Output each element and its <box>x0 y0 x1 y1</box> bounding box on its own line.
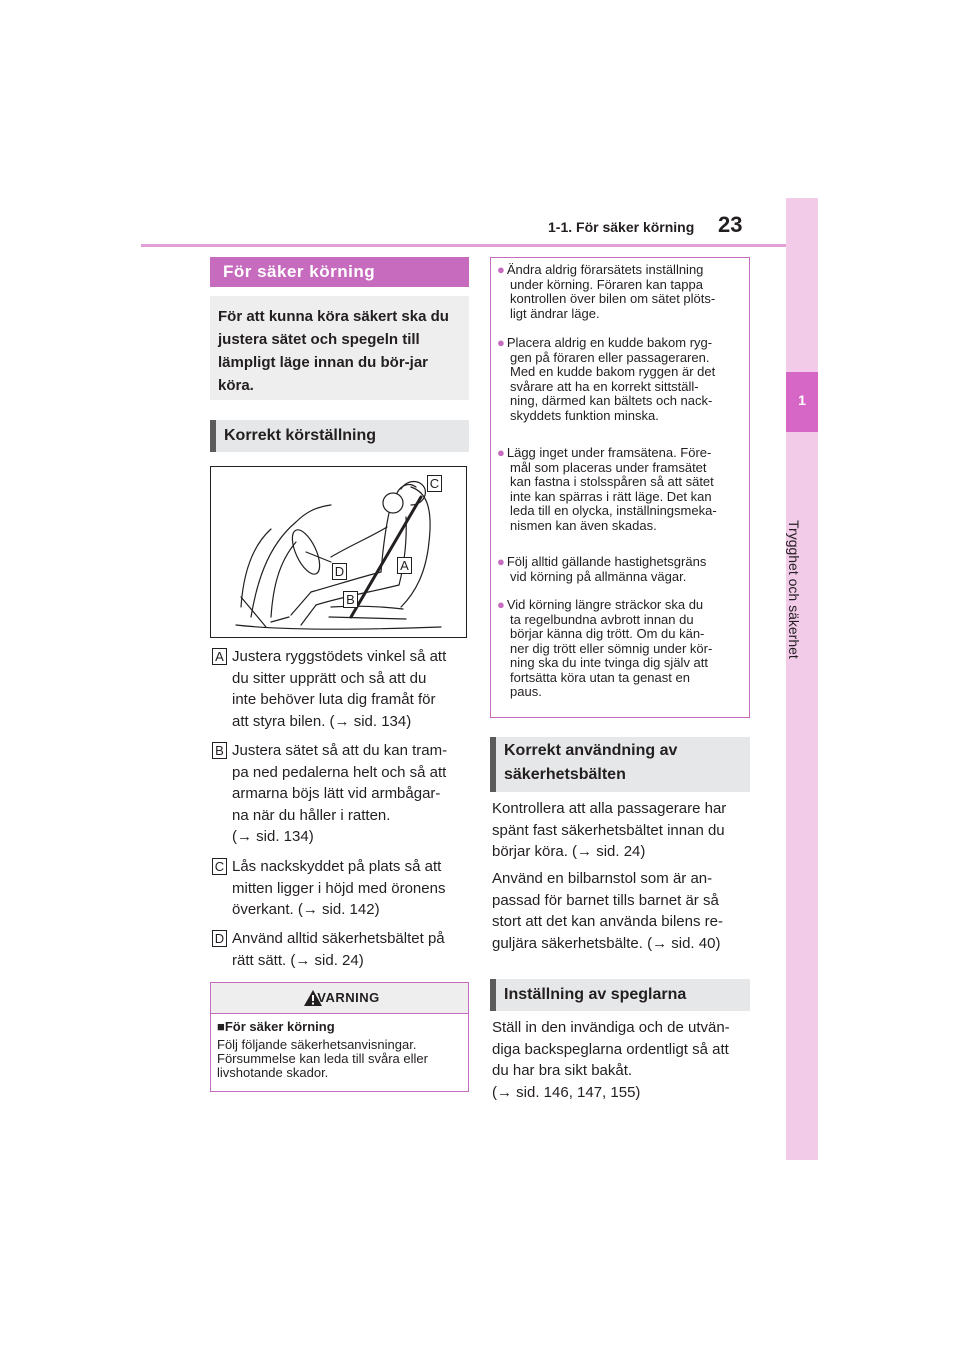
chapter-banner <box>210 257 469 287</box>
warning-header <box>211 983 468 1014</box>
section-heading-text: Inställning av speglarna <box>504 986 687 1003</box>
warning-subtitle: ■För säker körning <box>217 1019 335 1034</box>
warning-body: Följ följande säkerhetsanvisningar. Försummelse kan leda till svåra eller livshotande skador. <box>217 1037 428 1080</box>
item-label-a: A <box>212 648 227 665</box>
mirrors-paragraph: Ställ in den invändiga och de utvän- diga backspeglarna ordentligt så att du har bra sikt bakåt. (→ sid. 146, 147, 155) <box>492 1019 730 1101</box>
section-heading-mirrors <box>490 979 750 1011</box>
section-heading-seatbelts <box>490 737 750 792</box>
warning-title: VARNING <box>317 990 380 1005</box>
page-number: 23 <box>718 212 743 237</box>
bullet-item: ● Vid körning längre sträckor ska du ta regelbundna avbrott innan du börjar känna dig trött. Om du kän- ner dig trött eller sömnig under kör- ning ska du inte tvinga dig själv att fortsätta köra utan ta genast en paus. <box>497 597 713 699</box>
header-rule <box>141 244 786 247</box>
seatbelt-paragraph-2: Använd en bilbarnstol som är an- passad för barnet tills barnet är så stort att det kan använda bilens re- guljära säkerhetsbälte. (→ sid. 40) <box>492 870 723 952</box>
section-heading-seating <box>210 420 469 452</box>
section-heading-text: Korrekt användning av säkerhetsbälten <box>504 742 678 783</box>
bullet-dot-icon: ● <box>497 597 505 612</box>
figure-label-b: B <box>343 591 358 608</box>
bullet-dot-icon: ● <box>497 262 505 277</box>
driver-illustration <box>211 467 466 637</box>
caution-bullet-box <box>490 257 750 718</box>
item-b-text: Justera sätet så att du kan tram- pa ned pedalerna helt och så att armarna böjs lätt vid armbågar- na när du håller i ratten. (→ sid. 134) <box>232 742 448 845</box>
seatbelt-paragraph-1: Kontrollera att alla passagerare har spänt fast säkerhetsbältet innan du börjar köra. (→ sid. 24) <box>492 800 727 860</box>
bullet-dot-icon: ● <box>497 335 505 350</box>
item-d-text: Använd alltid säkerhetsbältet på rätt sätt. (→ sid. 24) <box>232 930 445 969</box>
item-c-text: Lås nackskyddet på plats så att mitten ligger i höjd med öronens överkant. (→ sid. 142) <box>232 858 446 918</box>
side-tab-number: 1 <box>798 392 806 408</box>
item-a-text: Justera ryggstödets vinkel så att du sitter upprätt och så att du inte behöver luta dig framåt för att styra bilen. (→ sid. 134) <box>232 648 447 730</box>
section-title: 1-1. För säker körning <box>548 219 695 235</box>
intro-text: För att kunna köra säkert ska du justera sätet och spegeln till lämpligt läge innan du bör-jar köra. <box>218 308 449 394</box>
intro-box <box>210 296 469 400</box>
figure-label-d: D <box>332 563 347 580</box>
item-label-d: D <box>212 930 227 947</box>
bullet-item: ● Lägg inget under framsätena. Före- mål som placeras under framsätet kan fastna i stolsspåren så att sätet inte kan spärras i rätt läge. Det kan leda till en olycka, inställningsmeka- nismen kan även skadas. <box>497 445 717 533</box>
item-label-b: B <box>212 742 227 759</box>
seating-position-figure <box>210 466 467 638</box>
side-tab-text: Trygghet och säkerhet <box>786 520 802 659</box>
bullet-item: ● Följ alltid gällande hastighetsgräns vid körning på allmänna vägar. <box>497 554 707 584</box>
item-label-c: C <box>212 858 227 875</box>
chapter-banner-text: För säker körning <box>223 262 376 281</box>
figure-label-a: A <box>397 557 412 574</box>
bullet-dot-icon: ● <box>497 554 505 569</box>
side-tab-strip <box>786 198 818 1160</box>
figure-label-c: C <box>427 475 442 492</box>
bullet-item: ● Placera aldrig en kudde bakom ryg- gen på föraren eller passageraren. Med en kudde bakom ryggen är det svårare att ha en korrekt sittställ- ning, därmed kan bältets och nack- skyddets funktion minska. <box>497 335 716 423</box>
warning-box <box>210 982 469 1092</box>
bullet-item: ● Ändra aldrig förarsätets inställning under körning. Föraren kan tappa kontrollen över bilen om sätet plöts- ligt ändrar läge. <box>497 262 716 321</box>
bullet-dot-icon: ● <box>497 445 505 460</box>
section-heading-text: Korrekt körställning <box>224 427 377 444</box>
